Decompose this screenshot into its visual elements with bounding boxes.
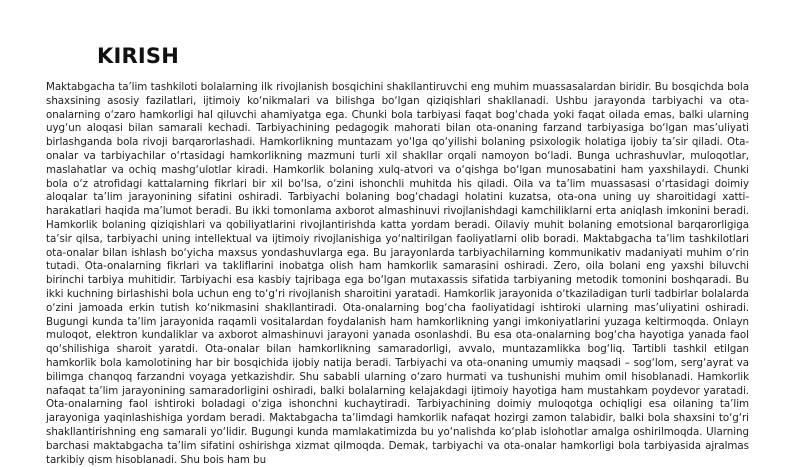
section-heading: KIRISH xyxy=(97,44,179,68)
body-paragraph: Maktabgacha ta’lim tashkiloti bolalarning ilk rivojlanish bosqichini shakllantiruvchi eng muhim muassasalardan biridir. Bu bosqichda bola shaxsining asosiy fazilatlari, ijtimoiy ko‘nikmalari va bilishga bo‘lgan qiziqishlari shakllanadi. Ushbu jarayonda tarbiyachi va ota-onalarning o‘zaro hamkorligi hal qiluvchi ahamiyatga ega. Chunki bola tarbiyasi faqat bog‘chada yoki faqat oilada emas, balki ularning uyg‘un aloqasi bilan samarali kechadi. Tarbiyachining pedagogik mahorati bilan ota-onaning farzand tarbiyasiga bo‘lgan mas’uliyati birlashganda bola rivoji barqarorlashadi. Hamkorlikning muntazam yo‘lga qo‘yilishi bolaning psixologik holatiga ijobiy ta’sir qiladi. Ota-onalar va tarbiyachilar o‘rtasidagi hamkorlikning mazmuni turli xil shakllar orqali namoyon bo‘ladi. Bunga uchrashuvlar, muloqotlar, maslahatlar va ochiq mashg‘ulotlar kiradi. Hamkorlik bolaning xulq-atvori va o‘qishga bo‘lgan munosabatini ham yaxshilaydi. Chunki bola o‘z atrofidagi kattalarning fikrlari bir xil bo‘lsa, o‘zini ishonchli muhitda his qiladi. Oila va ta’lim muassasasi o‘rtasidagi doimiy aloqalar ta’lim jarayonining sifatini oshiradi. Tarbiyachi bolaning bog‘chadagi holatini kuzatsa, ota-ona uning uy sharoitidagi xatti-harakatlari haqida ma’lumot beradi. Bu ikki tomonlama axborot almashinuvi rivojlanishdagi kamchiliklarni erta aniqlash imkonini beradi. Hamkorlik bolaning qiziqishlari va qobiliyatlarini rivojlantirishda katta yordam beradi. Oilaviy muhit bolaning emotsional barqarorligiga ta’sir qilsa, tarbiyachi uning intellektual va ijtimoiy rivojlanishiga yo‘naltirilgan faoliyatlarni olib boradi. Maktabgacha ta’lim tashkilotlari ota-onalar bilan ishlash bo‘yicha maxsus yondashuvlarga ega. Bu jarayonlarda tarbiyachilarning kommunikativ madaniyati muhim o‘rin tutadi. Ota-onalarning fikrlari va takliflarini inobatga olish ham hamkorlik samarasini oshiradi. Zero, oila bolani eng yaxshi biluvchi birinchi tarbiya muhitidir. Tarbiyachi esa kasbiy tajribaga ega bo‘lgan mutaxassis sifatida tarbiyaning metodik tomonini boshqaradi. Bu ikki kuchning birlashishi bola uchun eng to‘g‘ri rivojlanish sharoitini yaratadi. Hamkorlik jarayonida o‘tkaziladigan turli tadbirlar bolalarda o‘zini jamoada erkin tutish ko‘nikmasini shakllantiradi. Ota-onalarning bog‘cha faoliyatidagi ishtiroki ularning mas’uliyatini oshiradi. Bugungi kunda ta’lim jarayonida raqamli vositalardan foydalanish ham hamkorlikning yangi imkoniyatlarini yuzaga keltirmoqda. Onlayn muloqot, elektron kundaliklar va axborot almashinuvi jarayoni yanada osonlashdi. Bu esa ota-onalarning bog‘cha hayotiga yanada faol qo‘shilishiga sharoit yaratdi. Ota-onalar bilan hamkorlikning samaradorligi, avvalo, muntazamlikka bog‘liq. Tartibli tashkil etilgan hamkorlik bola kamolotining har bir bosqichida ijobiy natija beradi. Tarbiyachi va ota-onaning umumiy maqsadi – sog‘lom, serg‘ayrat va bilimga chanqoq farzandni voyaga yetkazishdir. Shu sababli ularning o‘zaro hurmati va tushunishi muhim omil hisoblanadi. Hamkorlik nafaqat ta’lim jarayonining samaradorligini oshiradi, balki bolalarning kelajakdagi ijtimoiy hayotiga ham mustahkam poydevor yaratadi. Ota-onalarning faol ishtiroki boladagi o‘ziga ishonchni kuchaytiradi. Tarbiyachining doimiy muloqotga ochiqligi esa oilaning ta’lim jarayoniga yaqinlashishiga yordam beradi. Maktabgacha ta’limdagi hamkorlik nafaqat hozirgi zamon talabidir, balki bola shaxsini to‘g‘ri shakllantirishning eng samarali yo‘lidir. Bugungi kunda mamlakatimizda bu yo‘nalishda ko‘plab islohotlar amalga oshirilmoqda. Ularning barchasi maktabgacha ta’lim sifatini oshirishga xizmat qilmoqda. Demak, tarbiyachi va ota-onalar hamkorligi bola tarbiyasida ajralmas tarkibiy qism hisoblanadi. Shu bois ham bu xyxy=(46,81,749,466)
